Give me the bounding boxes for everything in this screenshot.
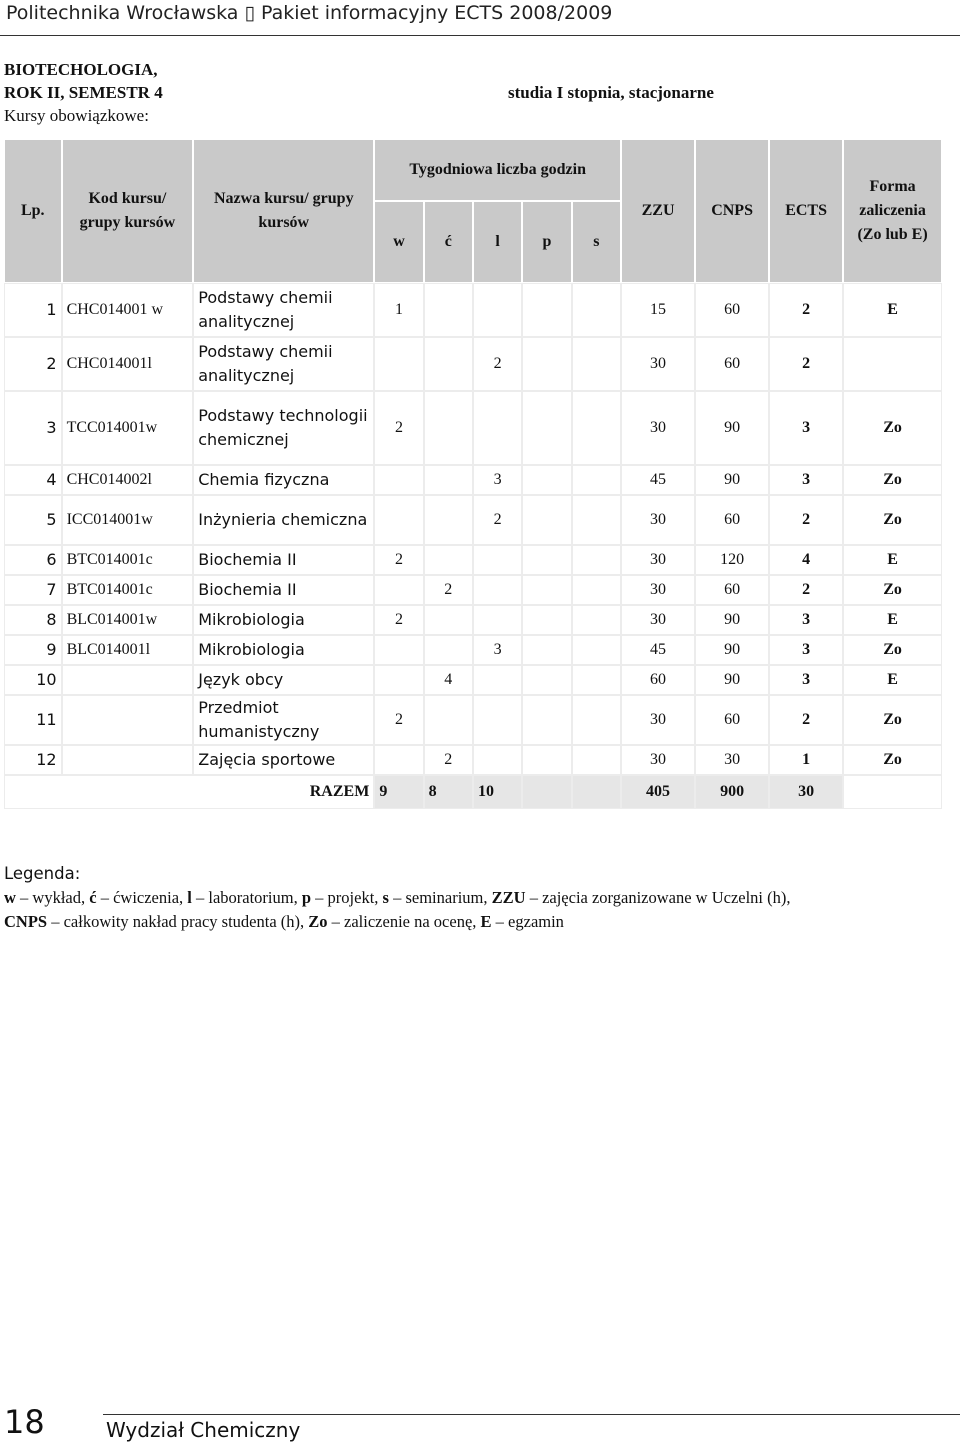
cell-nazwa: Podstawy technologii chemicznej	[194, 392, 373, 464]
table-row	[5, 496, 941, 544]
cell-p	[523, 696, 570, 744]
cell-w: 2	[375, 606, 422, 634]
cell-w: 2	[375, 696, 422, 744]
header-p: p	[523, 202, 570, 282]
cell-lp: 7	[5, 576, 61, 604]
cell-lp: 9	[5, 636, 61, 664]
cell-l: 2	[474, 496, 521, 544]
cell-l	[474, 392, 521, 464]
cell-cnps: 90	[696, 466, 768, 494]
cell-ects: 3	[770, 392, 842, 464]
table-row	[5, 606, 941, 634]
legend-w-key: w	[4, 888, 16, 907]
cell-cnps: 90	[696, 636, 768, 664]
cell-cnps: 60	[696, 576, 768, 604]
page-number: 18	[4, 1403, 45, 1441]
cell-lp: 12	[5, 746, 61, 774]
cell-w	[375, 576, 422, 604]
cell-nazwa: Podstawy chemii analitycznej	[194, 284, 373, 336]
cell-ects: 3	[770, 666, 842, 694]
cell-zzu: 60	[622, 666, 694, 694]
legend-p-key: p	[301, 888, 312, 907]
cell-kod: TCC014001w	[63, 392, 193, 464]
cell-kod: CHC014002l	[63, 466, 193, 494]
section-title	[4, 58, 163, 127]
legend-l-key: l	[187, 888, 192, 907]
cell-p	[523, 338, 570, 390]
legend-e-text: egzamin	[508, 912, 564, 931]
table-body	[5, 284, 941, 774]
cell-kod: BLC014001w	[63, 606, 193, 634]
header-forma: Forma zaliczenia (Zo lub E)	[844, 140, 941, 282]
cell-p	[523, 636, 570, 664]
cell-ects: 4	[770, 546, 842, 574]
legend-cnps-text: całkowity nakład pracy studenta (h),	[63, 912, 305, 931]
header-nazwa: Nazwa kursu/ grupy kursów	[194, 140, 373, 282]
cell-forma	[844, 338, 941, 390]
cell-zzu: 30	[622, 606, 694, 634]
cell-s	[573, 636, 620, 664]
cell-forma: Zo	[844, 636, 941, 664]
cell-p	[523, 496, 570, 544]
legend-s-text: seminarium,	[405, 888, 488, 907]
legend-s-key: s	[382, 888, 389, 907]
cell-ects: 2	[770, 496, 842, 544]
legend-cnps-key: CNPS	[4, 912, 48, 931]
table-row	[5, 746, 941, 774]
legend-p-text: projekt,	[327, 888, 379, 907]
cell-ects: 3	[770, 606, 842, 634]
cell-zzu: 45	[622, 636, 694, 664]
cell-l: 3	[474, 466, 521, 494]
cell-s	[573, 284, 620, 336]
legend-c-key: ć	[89, 888, 97, 907]
cell-ects: 2	[770, 284, 842, 336]
total-cnps: 900	[696, 776, 768, 808]
cell-lp: 5	[5, 496, 61, 544]
header-rule	[0, 35, 960, 36]
title-line1: BIOTECHOLOGIA,	[4, 60, 158, 79]
total-w: 9	[375, 776, 422, 808]
cell-l	[474, 696, 521, 744]
cell-zzu: 30	[622, 392, 694, 464]
cell-w: 2	[375, 392, 422, 464]
header-text	[6, 2, 612, 24]
cell-p	[523, 392, 570, 464]
cell-forma: Zo	[844, 466, 941, 494]
table-row	[5, 392, 941, 464]
cell-ects: 2	[770, 576, 842, 604]
table-row	[5, 338, 941, 390]
cell-c: 2	[425, 576, 472, 604]
cell-w: 1	[375, 284, 422, 336]
legend-e-key: E	[480, 912, 492, 931]
cell-forma: E	[844, 666, 941, 694]
cell-w	[375, 746, 422, 774]
cell-cnps: 60	[696, 284, 768, 336]
cell-ects: 2	[770, 696, 842, 744]
cell-p	[523, 546, 570, 574]
cell-s	[573, 696, 620, 744]
cell-nazwa: Zajęcia sportowe	[194, 746, 373, 774]
legend-l-text: laboratorium,	[208, 888, 298, 907]
cell-lp: 11	[5, 696, 61, 744]
cell-nazwa: Mikrobiologia	[194, 606, 373, 634]
cell-cnps: 30	[696, 746, 768, 774]
cell-lp: 6	[5, 546, 61, 574]
cell-p	[523, 466, 570, 494]
cell-c	[425, 546, 472, 574]
cell-s	[573, 496, 620, 544]
cell-p	[523, 284, 570, 336]
cell-forma: Zo	[844, 576, 941, 604]
cell-c: 2	[425, 746, 472, 774]
cell-lp: 3	[5, 392, 61, 464]
cell-nazwa: Przedmiot humanistyczny	[194, 696, 373, 744]
cell-s	[573, 338, 620, 390]
cell-lp: 10	[5, 666, 61, 694]
cell-forma: Zo	[844, 696, 941, 744]
legend-zzu-text: zajęcia zorganizowane w Uczelni (h),	[542, 888, 791, 907]
table-header	[5, 140, 941, 282]
cell-s	[573, 666, 620, 694]
legend-c-text: ćwiczenia,	[113, 888, 184, 907]
footer-rule	[103, 1414, 960, 1415]
cell-c	[425, 392, 472, 464]
cell-c	[425, 636, 472, 664]
total-zzu: 405	[622, 776, 694, 808]
title-line2: ROK II, SEMESTR 4	[4, 83, 163, 102]
cell-p	[523, 746, 570, 774]
cell-forma: Zo	[844, 392, 941, 464]
cell-l: 2	[474, 338, 521, 390]
table-row	[5, 696, 941, 744]
cell-c	[425, 338, 472, 390]
header-kod: Kod kursu/ grupy kursów	[63, 140, 193, 282]
legend-label: Legenda	[4, 864, 75, 883]
cell-cnps: 90	[696, 666, 768, 694]
study-type: studia I stopnia, stacjonarne	[508, 83, 714, 102]
courses-table	[3, 138, 943, 810]
cell-s	[573, 392, 620, 464]
cell-l: 3	[474, 636, 521, 664]
header-c: ć	[425, 202, 472, 282]
cell-s	[573, 746, 620, 774]
header-lp: Lp.	[5, 140, 61, 282]
header-separator-icon: ▯	[244, 2, 255, 24]
cell-c	[425, 496, 472, 544]
cell-kod	[63, 696, 193, 744]
cell-s	[573, 576, 620, 604]
cell-c	[425, 284, 472, 336]
cell-nazwa: Język obcy	[194, 666, 373, 694]
table-row	[5, 466, 941, 494]
cell-forma: E	[844, 606, 941, 634]
cell-kod: ICC014001w	[63, 496, 193, 544]
cell-nazwa: Biochemia II	[194, 546, 373, 574]
cell-ects: 3	[770, 466, 842, 494]
cell-lp: 1	[5, 284, 61, 336]
table-row	[5, 666, 941, 694]
total-label: RAZEM	[5, 776, 373, 808]
cell-c: 4	[425, 666, 472, 694]
cell-forma: E	[844, 284, 941, 336]
header-tygodniowa: Tygodniowa liczba godzin	[375, 140, 620, 200]
header-l: l	[474, 202, 521, 282]
cell-w	[375, 338, 422, 390]
header-package: Pakiet informacyjny ECTS 2008/2009	[261, 2, 613, 24]
cell-kod	[63, 666, 193, 694]
cell-zzu: 30	[622, 696, 694, 744]
cell-ects: 3	[770, 636, 842, 664]
cell-nazwa: Chemia fizyczna	[194, 466, 373, 494]
total-s	[573, 776, 620, 808]
cell-l	[474, 746, 521, 774]
cell-nazwa: Podstawy chemii analitycznej	[194, 338, 373, 390]
cell-l	[474, 606, 521, 634]
cell-kod: CHC014001 w	[63, 284, 193, 336]
header-w: w	[375, 202, 422, 282]
legend-w-text: wykład,	[32, 888, 86, 907]
cell-zzu: 30	[622, 576, 694, 604]
cell-cnps: 90	[696, 392, 768, 464]
header-university: Politechnika Wrocławska	[6, 2, 239, 24]
header-s: s	[573, 202, 620, 282]
total-l: 10	[474, 776, 521, 808]
table-row	[5, 284, 941, 336]
cell-cnps: 60	[696, 338, 768, 390]
cell-lp: 4	[5, 466, 61, 494]
cell-forma: E	[844, 546, 941, 574]
cell-p	[523, 576, 570, 604]
cell-ects: 2	[770, 338, 842, 390]
cell-ects: 1	[770, 746, 842, 774]
cell-cnps: 120	[696, 546, 768, 574]
legend: Legenda: w – wykład, ć – ćwiczenia, l – laboratorium, p – projekt, s – seminarium, ZZU – zajęcia zorganizowane w Uczelni (h), CNPS – całkowity nakład pracy studenta (h), Zo – zaliczenie na ocenę, E – egzamin	[4, 864, 791, 931]
cell-w	[375, 666, 422, 694]
title-line3: Kursy obowiązkowe:	[4, 106, 149, 125]
cell-nazwa: Biochemia II	[194, 576, 373, 604]
cell-w: 2	[375, 546, 422, 574]
cell-l	[474, 666, 521, 694]
table-row	[5, 636, 941, 664]
header-ects: ECTS	[770, 140, 842, 282]
cell-zzu: 30	[622, 546, 694, 574]
cell-p	[523, 666, 570, 694]
cell-l	[474, 546, 521, 574]
cell-cnps: 90	[696, 606, 768, 634]
cell-zzu: 15	[622, 284, 694, 336]
table-row	[5, 546, 941, 574]
total-forma	[844, 776, 941, 808]
cell-nazwa: Inżynieria chemiczna	[194, 496, 373, 544]
cell-c	[425, 606, 472, 634]
table-row	[5, 576, 941, 604]
cell-lp: 2	[5, 338, 61, 390]
cell-kod: CHC014001l	[63, 338, 193, 390]
cell-kod: BLC014001l	[63, 636, 193, 664]
legend-zo-key: Zo	[308, 912, 328, 931]
cell-zzu: 30	[622, 746, 694, 774]
footer-faculty: Wydział Chemiczny	[106, 1418, 301, 1442]
cell-cnps: 60	[696, 696, 768, 744]
total-c: 8	[425, 776, 472, 808]
total-row	[5, 776, 941, 808]
cell-l	[474, 284, 521, 336]
cell-w	[375, 466, 422, 494]
cell-s	[573, 466, 620, 494]
cell-zzu: 30	[622, 496, 694, 544]
cell-forma: Zo	[844, 746, 941, 774]
table-total	[5, 776, 941, 808]
cell-cnps: 60	[696, 496, 768, 544]
cell-zzu: 45	[622, 466, 694, 494]
total-ects: 30	[770, 776, 842, 808]
cell-c	[425, 696, 472, 744]
cell-zzu: 30	[622, 338, 694, 390]
header-cnps: CNPS	[696, 140, 768, 282]
cell-l	[474, 576, 521, 604]
page-header	[0, 0, 960, 36]
cell-forma: Zo	[844, 496, 941, 544]
cell-s	[573, 546, 620, 574]
header-zzu: ZZU	[622, 140, 694, 282]
total-p	[523, 776, 570, 808]
cell-kod: BTC014001c	[63, 576, 193, 604]
legend-zo-text: zaliczenie na ocenę,	[344, 912, 477, 931]
cell-kod: BTC014001c	[63, 546, 193, 574]
cell-kod	[63, 746, 193, 774]
cell-w	[375, 636, 422, 664]
cell-c	[425, 466, 472, 494]
cell-s	[573, 606, 620, 634]
cell-p	[523, 606, 570, 634]
cell-nazwa: Mikrobiologia	[194, 636, 373, 664]
legend-zzu-key: ZZU	[491, 888, 526, 907]
cell-lp: 8	[5, 606, 61, 634]
cell-w	[375, 496, 422, 544]
